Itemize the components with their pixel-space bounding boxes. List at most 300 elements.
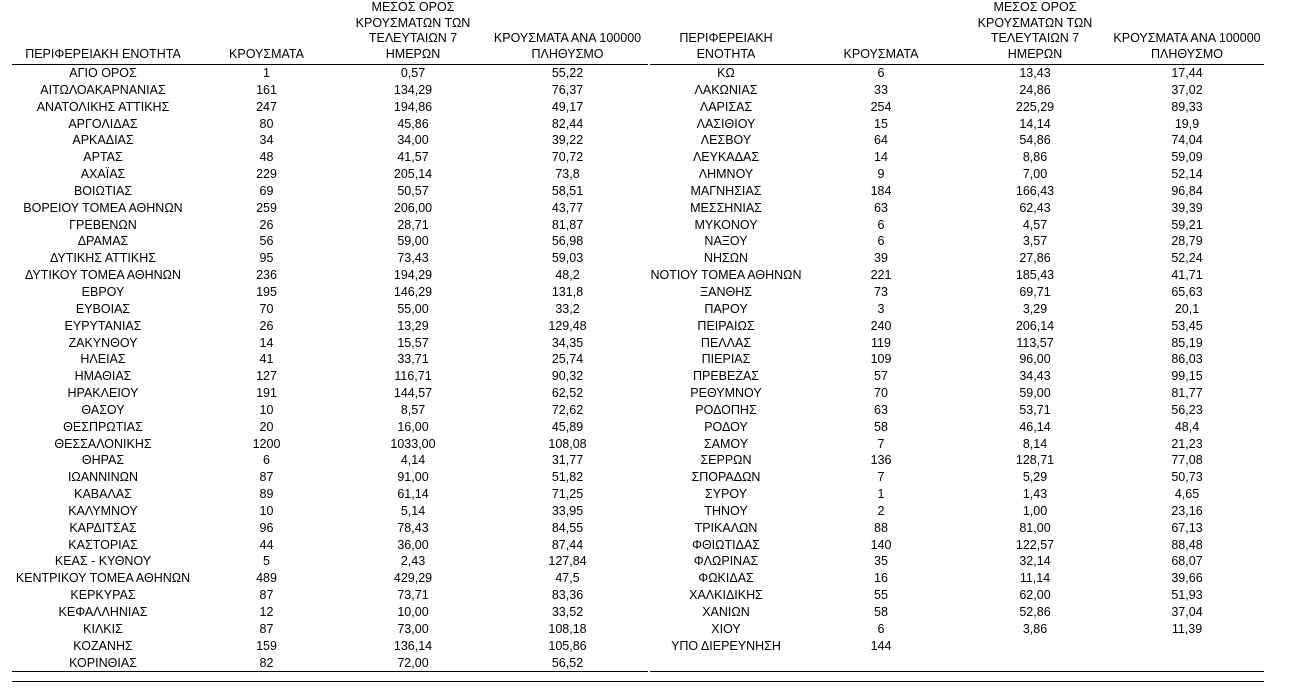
per-100k-cell: 34,35 (551, 335, 584, 350)
table-row (12, 116, 648, 133)
header-cases: ΚΡΟΥΣΜΑΤΑ (229, 46, 304, 61)
cases-cell: 56 (259, 234, 274, 249)
region-cell: ΦΘΙΩΤΙΔΑΣ (691, 537, 761, 552)
region-cell: ΑΧΑΪΑΣ (80, 167, 126, 182)
table-row (650, 604, 1264, 621)
avg-7-days-cell: 116,71 (394, 369, 432, 384)
cases-cell: 144 (870, 638, 892, 653)
header-region: ΠΕΡΙΦΕΡΕΙΑΚΗ ΕΝΟΤΗΤΑ (679, 31, 773, 61)
region-cell: ΑΓΙΟ ΟΡΟΣ (69, 66, 137, 80)
table-row (12, 132, 648, 149)
table-row (650, 587, 1264, 604)
table-row (12, 655, 648, 672)
region-cell: ΛΕΣΒΟΥ (700, 133, 752, 148)
table-row (650, 183, 1264, 200)
per-100k-cell: 33,2 (555, 301, 580, 316)
table-row (12, 99, 648, 116)
avg-7-days-cell: 55,00 (397, 301, 429, 316)
left-table-section (12, 0, 648, 672)
avg-7-days-cell: 59,00 (397, 234, 429, 249)
table-row (12, 217, 648, 234)
cases-cell: 70 (259, 301, 274, 316)
table-body-left (12, 65, 648, 672)
region-cell: ΝΟΤΙΟΥ ΤΟΜΕΑ ΑΘΗΝΩΝ (650, 268, 802, 283)
per-100k-cell: 74,04 (1171, 133, 1203, 148)
region-cell: ΚΕΝΤΡΙΚΟΥ ΤΟΜΕΑ ΑΘΗΝΩΝ (15, 571, 191, 586)
avg-7-days-cell: 194,86 (393, 99, 433, 114)
table-row (650, 267, 1264, 284)
region-cell: ΣΕΡΡΩΝ (700, 453, 752, 468)
header-region: ΠΕΡΙΦΕΡΕΙΑΚΗ ΕΝΟΤΗΤΑ (25, 46, 181, 61)
table-row (650, 469, 1264, 486)
cases-cell: 70 (874, 386, 888, 401)
per-100k-cell: 81,77 (1171, 386, 1203, 401)
cases-cell: 35 (874, 554, 888, 569)
cases-cell: 119 (871, 335, 891, 350)
avg-7-days-cell: 2,43 (400, 554, 426, 569)
header-cases-per-100k: ΚΡΟΥΣΜΑΤΑ ΑΝΑ 100000 ΠΛΗΘΥΣΜΟ (1113, 31, 1261, 61)
table-row (650, 368, 1264, 385)
avg-7-days-cell: 28,71 (397, 217, 429, 232)
per-100k-cell: 17,44 (1171, 66, 1203, 80)
per-100k-cell (1110, 638, 1264, 655)
region-cell: ΚΕΑΣ - ΚΥΘΝΟΥ (54, 554, 152, 569)
per-100k-cell: 21,23 (1171, 436, 1203, 451)
region-cell: ΑΙΤΩΛΟΑΚΑΡΝΑΝΙΑΣ (40, 82, 166, 97)
region-cell: ΚΕΡΚΥΡΑΣ (70, 588, 136, 603)
table-row (12, 419, 648, 436)
cases-cell: 489 (256, 571, 277, 586)
table-row (12, 486, 648, 503)
region-cell: ΛΑΚΩΝΙΑΣ (694, 82, 758, 97)
table-header-row (12, 0, 648, 65)
table-row (12, 183, 648, 200)
cases-cell: 195 (256, 284, 277, 299)
region-cell: ΚΑΛΥΜΝΟΥ (68, 503, 138, 518)
region-cell: ΗΡΑΚΛΕΙΟΥ (67, 386, 139, 401)
per-100k-cell: 68,07 (1171, 554, 1203, 569)
region-cell: ΡΟΔΟΠΗΣ (695, 402, 757, 417)
table-row (12, 301, 648, 318)
per-100k-cell: 23,16 (1171, 503, 1203, 518)
avg-7-days-cell: 72,00 (339, 655, 487, 672)
avg-7-days-cell: 16,00 (397, 419, 429, 434)
table-row (650, 553, 1264, 570)
per-100k-cell: 20,1 (1174, 301, 1200, 316)
avg-7-days-cell (960, 655, 1110, 672)
table-row (650, 655, 1264, 672)
per-100k-cell: 89,33 (1171, 99, 1203, 114)
table-row (650, 318, 1264, 335)
cases-cell: 96 (259, 520, 274, 535)
avg-7-days-cell: 13,29 (397, 318, 429, 333)
cases-cell: 12 (259, 605, 274, 619)
cases-cell: 44 (259, 537, 274, 552)
region-cell: ΡΟΔΟΥ (704, 419, 748, 434)
avg-7-days-cell: 54,86 (1019, 133, 1051, 148)
cases-cell: 14 (259, 335, 274, 350)
header-cases: ΚΡΟΥΣΜΑΤΑ (843, 46, 919, 61)
per-100k-cell: 50,73 (1171, 470, 1203, 485)
cases-cell: 41 (259, 352, 274, 367)
region-cell: ΧΙΟΥ (711, 621, 741, 636)
region-cell: ΚΑΣΤΟΡΙΑΣ (68, 537, 138, 552)
per-100k-cell: 49,17 (551, 99, 584, 114)
per-100k-cell: 51,93 (1171, 588, 1203, 603)
table-row (12, 520, 648, 537)
avg-7-days-cell: 4,57 (1022, 217, 1048, 232)
avg-7-days-cell: 73,43 (397, 251, 429, 266)
table-row (650, 217, 1264, 234)
table-row (12, 318, 648, 335)
avg-7-days-cell: 59,00 (1019, 386, 1051, 401)
table-row (650, 537, 1264, 554)
avg-7-days-cell: 62,00 (1019, 588, 1051, 603)
table-row (650, 233, 1264, 250)
avg-7-days-cell: 7,00 (1022, 167, 1048, 182)
per-100k-cell: 55,22 (551, 66, 584, 80)
region-cell (650, 655, 802, 672)
cases-cell: 229 (256, 167, 277, 182)
region-cell: ΔΥΤΙΚΟΥ ΤΟΜΕΑ ΑΘΗΝΩΝ (24, 268, 182, 283)
cases-cell: 87 (259, 470, 274, 485)
cases-cell: 1200 (252, 436, 281, 451)
per-100k-cell: 53,45 (1171, 318, 1203, 333)
region-cell: ΗΛΕΙΑΣ (80, 352, 126, 367)
per-100k-cell: 11,39 (1171, 621, 1203, 636)
region-cell: ΛΑΡΙΣΑΣ (699, 99, 753, 114)
avg-7-days-cell: 3,86 (1022, 621, 1048, 636)
avg-7-days-cell: 11,14 (1019, 571, 1051, 586)
cases-cell: 1 (263, 66, 270, 80)
avg-7-days-cell: 61,14 (397, 487, 429, 502)
per-100k-cell: 33,95 (551, 503, 584, 518)
region-cell: ΠΑΡΟΥ (704, 301, 748, 316)
table-row (650, 65, 1264, 82)
avg-7-days-cell: 10,00 (397, 605, 429, 619)
region-cell: ΕΥΡΥΤΑΝΙΑΣ (64, 318, 142, 333)
avg-7-days-cell: 52,86 (1019, 605, 1051, 619)
avg-7-days-cell: 62,43 (1019, 200, 1051, 215)
table-row (12, 65, 648, 82)
cases-cell: 7 (877, 436, 885, 451)
avg-7-days-cell: 206,14 (1015, 318, 1055, 333)
per-100k-cell: 108,08 (548, 436, 587, 451)
avg-7-days-cell: 69,71 (1019, 284, 1051, 299)
per-100k-cell: 31,77 (551, 453, 584, 468)
per-100k-cell: 71,25 (551, 487, 584, 502)
table-row (12, 469, 648, 486)
region-cell: ΙΩΑΝΝΙΝΩΝ (67, 470, 139, 485)
cases-cell: 26 (259, 217, 274, 232)
region-cell: ΖΑΚΥΝΘΟΥ (68, 335, 138, 350)
avg-7-days-cell: 429,29 (393, 571, 433, 586)
avg-7-days-cell: 8,86 (1022, 150, 1048, 165)
cases-cell: 64 (874, 133, 888, 148)
cases-cell: 55 (874, 588, 888, 603)
table-row (650, 638, 1264, 655)
cases-cell: 6 (877, 234, 885, 249)
per-100k-cell: 72,62 (551, 402, 584, 417)
region-cell: ΘΑΣΟΥ (81, 402, 125, 417)
region-cell: ΛΑΣΙΘΙΟΥ (696, 116, 756, 131)
header-avg-7-days: ΜΕΣΟΣ ΟΡΟΣ ΚΡΟΥΣΜΑΤΩΝ ΤΩΝ ΤΕΛΕΥΤΑΙΩΝ 7 ΗΜΕΡΩΝ (977, 0, 1093, 61)
table-row (650, 385, 1264, 402)
table-row (650, 503, 1264, 520)
table-row (650, 402, 1264, 419)
table-row (12, 149, 648, 166)
avg-7-days-cell: 73,71 (397, 588, 429, 603)
cases-cell: 6 (877, 217, 885, 232)
avg-7-days-cell: 8,57 (400, 402, 426, 417)
table-row (650, 301, 1264, 318)
avg-7-days-cell: 50,57 (397, 183, 429, 198)
region-cell: ΛΗΜΝΟΥ (698, 167, 754, 182)
per-100k-cell: 105,86 (548, 638, 587, 653)
region-cell: ΞΑΝΘΗΣ (700, 284, 752, 299)
cases-cell: 6 (877, 621, 885, 636)
cases-cell (802, 655, 960, 672)
cases-cell: 6 (877, 66, 885, 80)
table-row (12, 570, 648, 587)
per-100k-cell: 52,14 (1171, 167, 1203, 182)
table-row (12, 587, 648, 604)
per-100k-cell: 127,84 (548, 554, 587, 569)
per-100k-cell: 59,21 (1171, 217, 1203, 232)
per-100k-cell: 87,44 (551, 537, 584, 552)
table-row (650, 351, 1264, 368)
header-avg-7-days: ΜΕΣΟΣ ΟΡΟΣ ΚΡΟΥΣΜΑΤΩΝ ΤΩΝ ΤΕΛΕΥΤΑΙΩΝ 7 ΗΜΕΡΩΝ (355, 0, 471, 61)
region-cell: ΥΠΟ ΔΙΕΡΕΥΝΗΣΗ (671, 638, 781, 653)
table-row (650, 200, 1264, 217)
per-100k-cell (1110, 655, 1264, 672)
table-row (650, 149, 1264, 166)
per-100k-cell: 129,48 (548, 318, 587, 333)
cases-cell: 3 (877, 301, 885, 316)
avg-7-days-cell: 15,57 (397, 335, 429, 350)
per-100k-cell: 28,79 (1171, 234, 1203, 249)
cases-cell: 109 (870, 352, 892, 367)
avg-7-days-cell: 14,14 (1019, 116, 1051, 131)
per-100k-cell: 99,15 (1171, 369, 1203, 384)
region-cell: ΑΡΤΑΣ (83, 150, 123, 165)
table-row (12, 436, 648, 453)
cases-cell: 73 (874, 284, 888, 299)
avg-7-days-cell: 166,43 (1015, 183, 1055, 198)
avg-7-days-cell: 146,29 (393, 284, 433, 299)
avg-7-days-cell: 34,43 (1019, 369, 1051, 384)
region-cell: ΜΑΓΝΗΣΙΑΣ (690, 183, 762, 198)
per-100k-cell: 83,36 (551, 588, 584, 603)
table-row (650, 99, 1264, 116)
cases-cell: 6 (263, 453, 270, 468)
region-cell: ΠΡΕΒΕΖΑΣ (692, 369, 760, 384)
table-row (12, 351, 648, 368)
per-100k-cell: 62,52 (551, 386, 584, 401)
cases-cell: 259 (256, 200, 277, 215)
region-cell: ΣΑΜΟΥ (703, 436, 749, 451)
per-100k-cell: 43,77 (551, 200, 584, 215)
table-row (650, 132, 1264, 149)
table-row (12, 553, 648, 570)
cases-cell: 58 (874, 605, 888, 619)
per-100k-cell: 48,2 (555, 268, 580, 283)
cases-cell: 69 (259, 183, 274, 198)
region-cell: ΒΟΡΕΙΟΥ ΤΟΜΕΑ ΑΘΗΝΩΝ (23, 200, 183, 215)
cases-cell: 2 (877, 503, 885, 518)
table-row (650, 570, 1264, 587)
cases-cell: 26 (259, 318, 274, 333)
avg-7-days-cell: 53,71 (1019, 402, 1051, 417)
cases-cell: 87 (259, 588, 274, 603)
cases-cell: 10 (259, 402, 274, 417)
header-cases-per-100k: ΚΡΟΥΣΜΑΤΑ ΑΝΑ 100000 ΠΛΗΘΥΣΜΟ (493, 31, 642, 61)
region-cell: ΑΡΚΑΔΙΑΣ (72, 133, 134, 148)
table-row (12, 284, 648, 301)
region-cell: ΘΕΣΣΑΛΟΝΙΚΗΣ (54, 436, 152, 451)
per-100k-cell: 85,19 (1171, 335, 1203, 350)
avg-7-days-cell: 3,57 (1022, 234, 1048, 249)
cases-cell: 48 (259, 150, 274, 165)
cases-cell: 89 (259, 487, 274, 502)
avg-7-days-cell: 13,43 (1019, 66, 1051, 80)
table-body-right (650, 65, 1264, 672)
cases-cell: 10 (259, 503, 274, 518)
region-cell: ΑΝΑΤΟΛΙΚΗΣ ΑΤΤΙΚΗΣ (36, 99, 170, 114)
avg-7-days-cell: 1033,00 (390, 436, 436, 451)
region-cell: ΚΕΦΑΛΛΗΝΙΑΣ (58, 605, 148, 619)
table-row (650, 116, 1264, 133)
per-100k-cell: 77,08 (1171, 453, 1203, 468)
table-row (12, 368, 648, 385)
cases-cell: 88 (874, 520, 888, 535)
per-100k-cell: 76,37 (551, 82, 584, 97)
avg-7-days-cell: 41,57 (397, 150, 429, 165)
avg-7-days-cell: 1,00 (1022, 503, 1048, 518)
cases-cell: 9 (877, 167, 885, 182)
avg-7-days-cell: 36,00 (397, 537, 429, 552)
cases-cell: 16 (874, 571, 888, 586)
table-header-row (650, 0, 1264, 65)
per-100k-cell: 58,51 (551, 183, 584, 198)
table-row (12, 402, 648, 419)
cases-cell: 63 (874, 402, 888, 417)
per-100k-cell: 59,09 (1171, 150, 1203, 165)
avg-7-days-cell: 8,14 (1022, 436, 1048, 451)
per-100k-cell: 4,65 (1174, 487, 1200, 502)
table-row (650, 335, 1264, 352)
per-100k-cell: 131,8 (551, 284, 584, 299)
cases-cell: 7 (877, 470, 885, 485)
cases-cell: 184 (870, 183, 892, 198)
region-cell: ΓΡΕΒΕΝΩΝ (69, 217, 137, 232)
region-cell: ΣΥΡΟΥ (704, 487, 748, 502)
region-cell: ΕΥΒΟΙΑΣ (75, 301, 131, 316)
table-row (12, 200, 648, 217)
table-row (12, 537, 648, 554)
per-100k-cell: 65,63 (1171, 284, 1203, 299)
per-100k-cell: 47,5 (555, 571, 580, 586)
per-100k-cell: 56,52 (487, 655, 648, 672)
region-cell: ΔΡΑΜΑΣ (77, 234, 129, 249)
table-row (650, 520, 1264, 537)
avg-7-days-cell: 96,00 (1019, 352, 1051, 367)
per-100k-cell: 51,82 (551, 470, 584, 485)
region-cell: ΘΗΡΑΣ (81, 453, 125, 468)
avg-7-days-cell: 34,00 (397, 133, 429, 148)
table-row (12, 267, 648, 284)
table-row (12, 638, 648, 655)
per-100k-cell: 59,03 (551, 251, 584, 266)
avg-7-days-cell: 46,14 (1019, 419, 1051, 434)
per-100k-cell: 96,84 (1171, 183, 1203, 198)
region-cell: ΚΑΒΑΛΑΣ (74, 487, 132, 502)
table-row (650, 166, 1264, 183)
table-row (12, 233, 648, 250)
region-cell: ΔΥΤΙΚΗΣ ΑΤΤΙΚΗΣ (50, 251, 156, 266)
avg-7-days-cell: 128,71 (1015, 453, 1055, 468)
avg-7-days-cell: 4,14 (400, 453, 426, 468)
table-row (650, 436, 1264, 453)
cases-cell: 82 (194, 655, 339, 672)
region-cell: ΗΜΑΘΙΑΣ (74, 369, 132, 384)
avg-7-days-cell: 32,14 (1019, 554, 1051, 569)
region-cell: ΦΛΩΡΙΝΑΣ (693, 554, 759, 569)
avg-7-days-cell: 3,29 (1022, 301, 1048, 316)
region-cell: ΑΡΓΟΛΙΔΑΣ (68, 116, 138, 131)
table-row (12, 82, 648, 99)
per-100k-cell: 108,18 (548, 621, 587, 636)
table-row (650, 419, 1264, 436)
table-row (12, 250, 648, 267)
region-cell: ΜΕΣΣΗΝΙΑΣ (690, 200, 762, 215)
cases-cell: 33 (874, 82, 888, 97)
region-cell: ΡΕΘΥΜΝΟΥ (690, 386, 762, 401)
avg-7-days-cell: 0,57 (400, 66, 426, 80)
per-100k-cell: 48,4 (1174, 419, 1200, 434)
per-100k-cell: 37,02 (1171, 82, 1203, 97)
avg-7-days-cell: 5,29 (1022, 470, 1048, 485)
cases-cell: 247 (256, 99, 277, 114)
per-100k-cell: 45,89 (551, 419, 584, 434)
bottom-divider (12, 681, 1264, 682)
table-row (650, 284, 1264, 301)
right-table-section (650, 0, 1264, 672)
region-cell: ΣΠΟΡΑΔΩΝ (691, 470, 761, 485)
avg-7-days-cell: 194,29 (393, 268, 433, 283)
per-100k-cell: 56,98 (551, 234, 584, 249)
region-cell: ΦΩΚΙΔΑΣ (698, 571, 754, 586)
cases-cell: 236 (256, 268, 277, 283)
cases-cell: 15 (874, 116, 888, 131)
region-cell: ΠΕΛΛΑΣ (700, 335, 752, 350)
cases-cell: 58 (874, 419, 888, 434)
table-row (12, 621, 648, 638)
region-cell: ΚΙΛΚΙΣ (83, 621, 123, 636)
cases-cell: 1 (877, 487, 885, 502)
table-row (12, 166, 648, 183)
cases-cell: 5 (263, 554, 270, 569)
region-cell: ΤΡΙΚΑΛΩΝ (694, 520, 758, 535)
per-100k-cell: 52,24 (1171, 251, 1203, 266)
region-cell: ΒΟΙΩΤΙΑΣ (73, 183, 133, 198)
avg-7-days-cell: 24,86 (1019, 82, 1051, 97)
per-100k-cell: 81,87 (551, 217, 584, 232)
per-100k-cell: 88,48 (1171, 537, 1203, 552)
region-cell: ΝΑΞΟΥ (704, 234, 748, 249)
avg-7-days-cell: 5,14 (400, 503, 426, 518)
avg-7-days-cell: 78,43 (397, 520, 429, 535)
